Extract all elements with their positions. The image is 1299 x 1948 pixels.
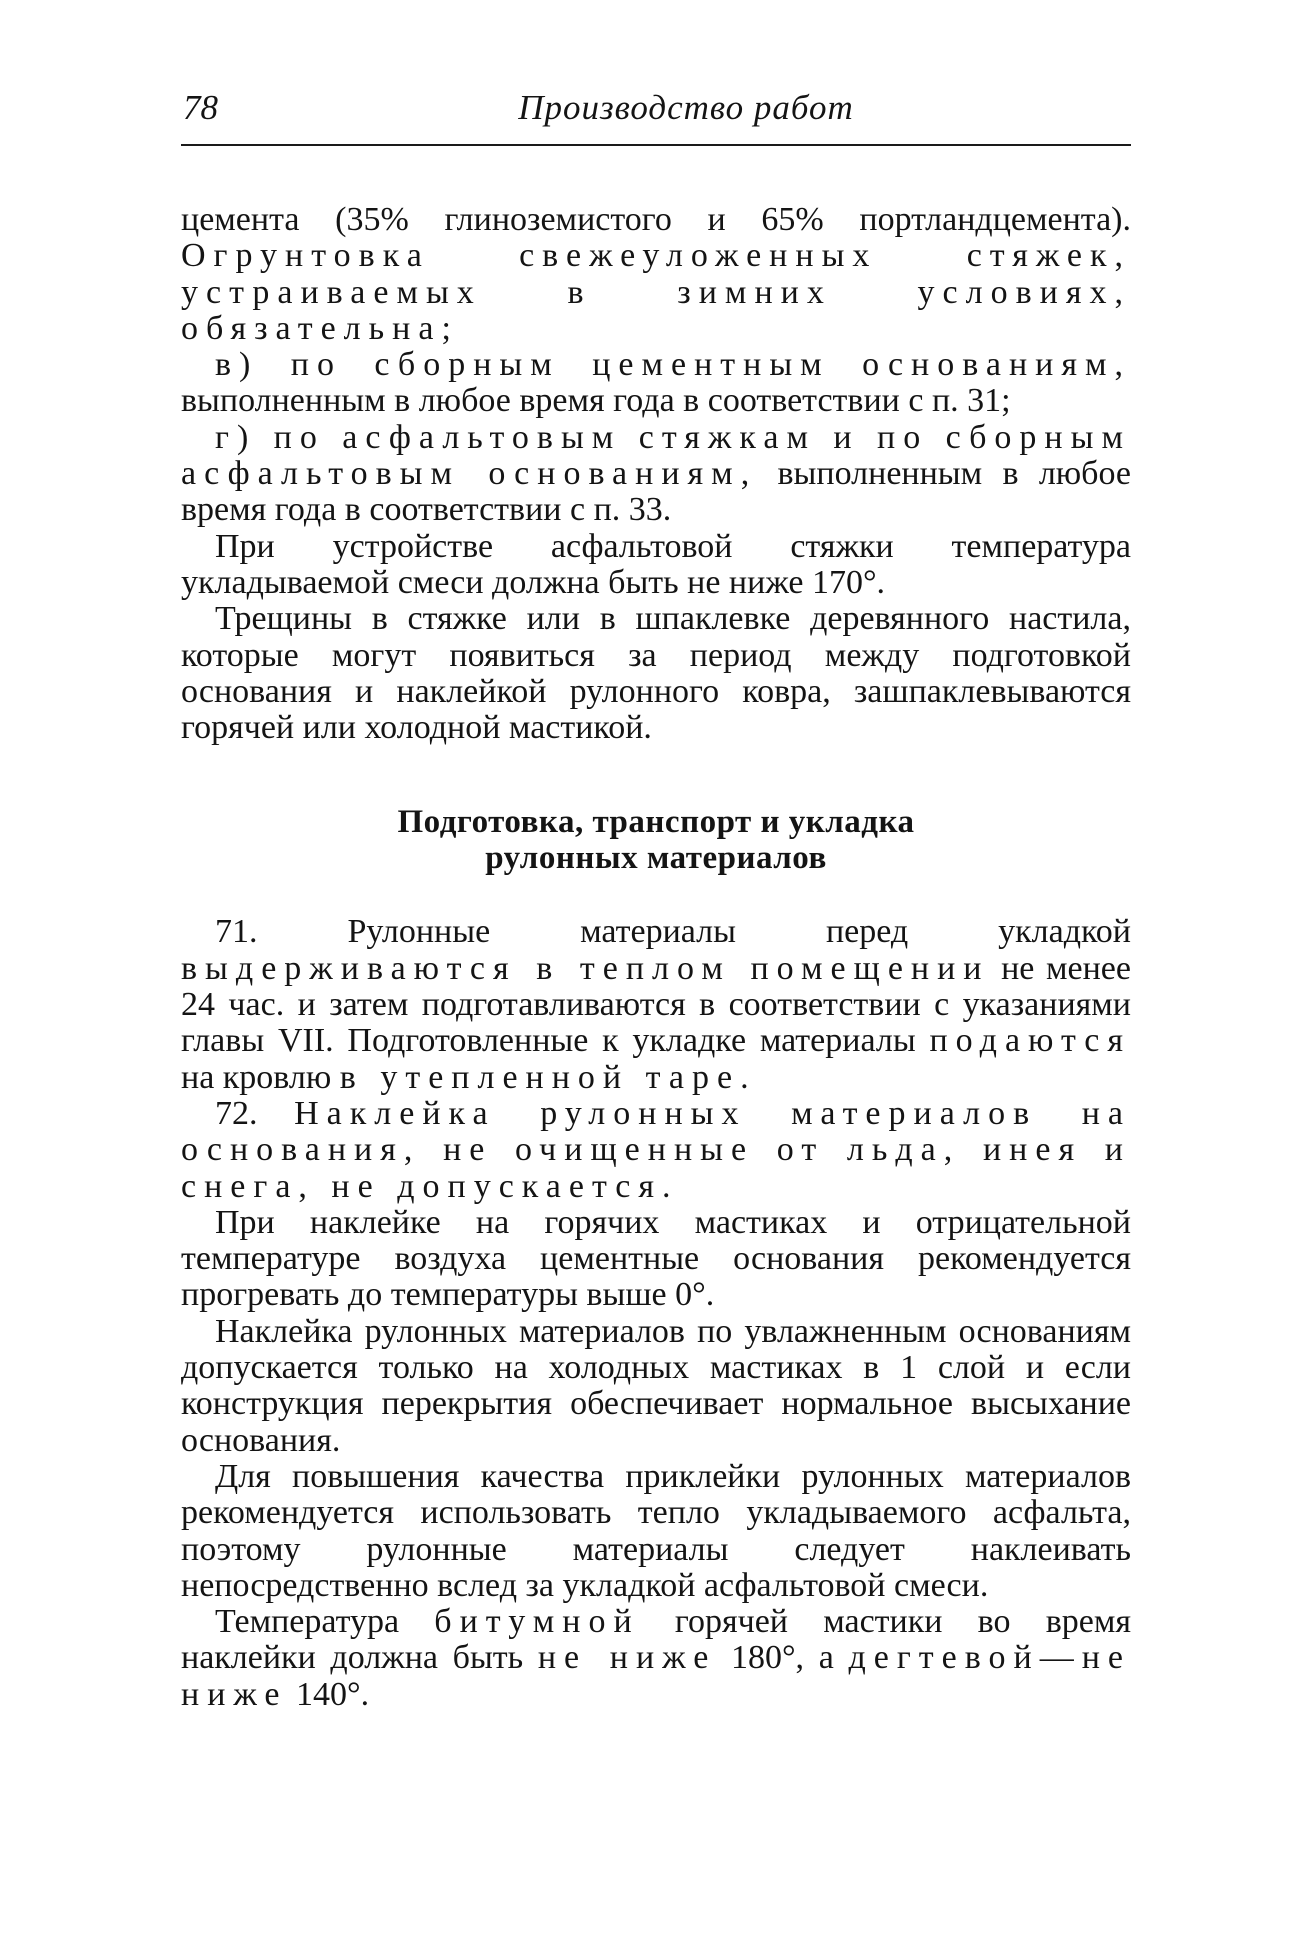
emphasized-text: не ниже: [537, 1639, 717, 1677]
page-header: [181, 88, 1131, 146]
emphasized-text: выдерживаются в теплом помещении: [181, 949, 990, 987]
emphasized-text: дегтевой—не ниже: [181, 1639, 1132, 1713]
emphasized-text: Огрунтовка свежеуложенных стяжек, устраиваемых в зимних условиях, обязательна;: [181, 237, 1131, 347]
paragraph-72: [181, 1096, 1131, 1205]
page-number: 78: [183, 88, 218, 127]
section-heading: [181, 804, 1131, 876]
emphasized-text: битумной: [434, 1603, 640, 1641]
emphasized-text: подаются: [929, 1022, 1131, 1060]
emphasized-text: в) по сборным цементным основаниям,: [215, 346, 1131, 384]
text-run: Температура: [215, 1603, 435, 1641]
paragraph-cracks: Трещины в стяжке или в шпаклевке деревянного настила, которые могут появиться за период между подготовкой основания и наклейкой рулонного ковра, зашпаклевываются горячей или холодной мастикой.: [181, 600, 1131, 747]
text-run: цемента (35% глиноземистого и 65% портландцемента).: [181, 201, 1131, 238]
text-run: 71. Рулонные материалы перед укладкой: [215, 913, 1131, 951]
paragraph-item-v: [181, 347, 1131, 420]
emphasized-text: Наклейка рулонных материалов на основания, не очищенные от льда, инея и снега, не допускается.: [181, 1094, 1132, 1205]
emphasized-text: в утепленной таре.: [339, 1058, 757, 1096]
paragraph-71: [181, 914, 1131, 1095]
emphasized-text: г) по асфальтовым стяжкам и по сборным асфальтовым основаниям,: [181, 418, 1131, 493]
paragraph-cement-continuation: [181, 202, 1131, 347]
paragraph-negative-temperature: При наклейке на горячих мастиках и отрицательной температуре воздуха цементные основания рекомендуется прогревать до температуры выше 0°.: [181, 1203, 1131, 1314]
paragraph-asphalt-temperature: При устройстве асфальтовой стяжки температура укладываемой смеси должна быть не ниже 170°.: [181, 527, 1131, 601]
page-body: [181, 202, 1131, 1713]
text-run: не менее 24 час. и затем подготавливаются в соответствии с указаниями главы VII. Подготовленные к укладке материалы: [181, 949, 1131, 1060]
text-run: на кровлю: [181, 1058, 340, 1096]
paragraph-moist-bases: Наклейка рулонных материалов по увлажненным основаниям допускается только на холодных мастиках в 1 слой и если конструкция перекрытия обеспечивает нормальное высыхание основания.: [181, 1312, 1131, 1459]
section-heading-line-2: рулонных материалов: [485, 840, 827, 877]
text-run: выполненным в любое время года в соответствии с п. 33.: [181, 455, 1131, 529]
text-run: горячей мастики во время наклейки должна быть: [181, 1603, 1131, 1677]
text-run: выполненным в любое время года в соответствии с п. 31;: [181, 382, 1011, 420]
paragraph-item-g: [181, 420, 1131, 529]
paragraph-adhesion-quality: Для повышения качества приклейки рулонных материалов рекомендуется использовать тепло укладываемого асфальта, поэтому рулонные материалы следует наклеивать непосредственно вслед за укладкой асфальтовой смеси.: [181, 1457, 1131, 1604]
section-heading-line-1: Подготовка, транспорт и укладка: [397, 804, 915, 841]
book-page: [181, 88, 1131, 1713]
paragraph-mastic-temperature: [181, 1604, 1131, 1713]
text-run: 140°.: [287, 1675, 370, 1713]
running-title: Производство работ: [518, 88, 854, 127]
text-run: 72.: [215, 1094, 295, 1132]
text-run: 180°, а: [716, 1639, 849, 1677]
